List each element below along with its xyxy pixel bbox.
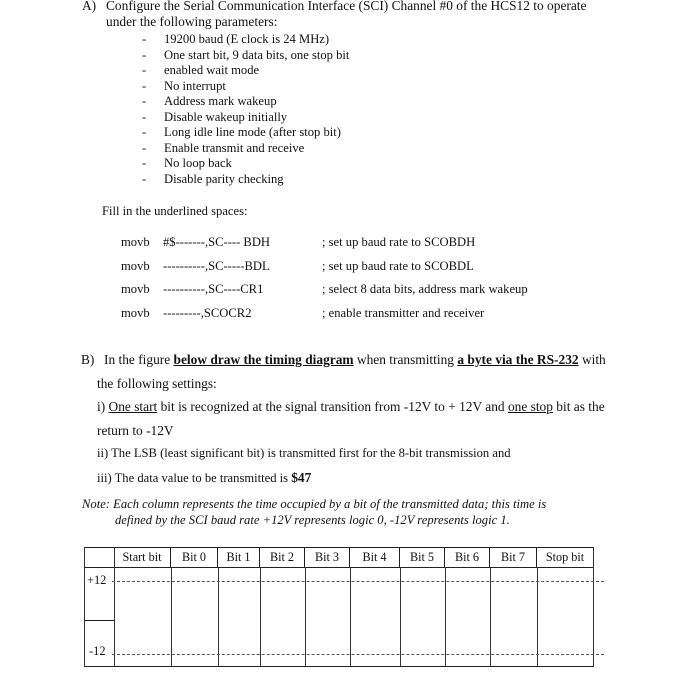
part-b-text: when transmitting (353, 352, 458, 367)
column-divider (350, 567, 351, 667)
plus-12v-label: +12 (87, 573, 107, 587)
list-item: Disable wakeup initially (164, 109, 288, 124)
code-comment: ; select 8 data bits, address mark wakeup (322, 282, 528, 296)
setting-text: bit is recognized at the signal transition from -12V to + 12V and (157, 399, 508, 414)
list-bullet: - (142, 140, 147, 155)
part-a-intro-line1: Configure the Serial Communication Interface (SCI) Channel #0 of the HCS12 to operate (106, 0, 587, 13)
header-bit-0: Bit 0 (171, 547, 218, 567)
column-divider (490, 567, 491, 667)
code-operand[interactable]: ---------,SCOCR2 (163, 305, 252, 320)
list-item: Disable parity checking (164, 171, 284, 186)
fill-prompt: Fill in the underlined spaces: (102, 204, 248, 218)
code-operand[interactable]: ----------,SC----CR1 (163, 282, 264, 296)
setting-i (97, 399, 605, 415)
table-right-border (593, 547, 594, 667)
minus-12v-level-line (112, 654, 604, 655)
column-divider (260, 567, 261, 667)
part-a-label: A) (82, 0, 97, 13)
code-instr: movb (121, 235, 150, 249)
part-b-line2: the following settings: (97, 375, 217, 391)
part-b-emphasis: a byte via the RS-232 (457, 352, 579, 367)
list-bullet: - (142, 32, 147, 46)
setting-ii: ii) The LSB (least significant bit) is transmitted first for the 8-bit transmission and (97, 446, 511, 460)
list-bullet: - (142, 156, 147, 170)
list-bullet: - (142, 78, 147, 93)
header-bit-7: Bit 7 (490, 547, 537, 567)
part-b-line1 (104, 352, 606, 368)
table-bottom-border (84, 666, 594, 667)
code-instr: movb (121, 258, 150, 273)
header-bit-2: Bit 2 (260, 547, 305, 567)
table-header-row (114, 547, 594, 567)
column-divider (305, 567, 306, 667)
header-bit-1: Bit 1 (218, 547, 260, 567)
setting-text: i) (97, 399, 109, 414)
list-item: 19200 baud (E clock is 24 MHz) (164, 32, 330, 46)
list-bullet: - (142, 94, 147, 108)
minus-12v-label: -12 (89, 644, 106, 658)
list-item: One start bit, 9 data bits, one stop bit (164, 47, 350, 62)
part-b-text: In the figure (104, 352, 174, 367)
setting-emphasis: one stop (507, 399, 553, 414)
list-bullet: - (142, 171, 147, 186)
list-item: No loop back (164, 156, 232, 170)
header-bit-5: Bit 5 (400, 547, 445, 567)
header-bit-3: Bit 3 (305, 547, 350, 567)
column-divider (445, 567, 446, 667)
column-divider (171, 567, 172, 667)
header-stop-bit: Stop bit (537, 547, 594, 567)
setting-text: iii) The data value to be transmitted is (97, 470, 292, 485)
list-item: Enable transmit and receive (164, 140, 305, 155)
setting-text: bit as the (552, 399, 605, 414)
list-item: enabled wait mode (164, 63, 260, 77)
code-comment: ; enable transmitter and receiver (322, 305, 485, 320)
code-instr: movb (121, 305, 150, 320)
code-comment: ; set up baud rate to SCOBDL (322, 258, 474, 273)
header-bit-6: Bit 6 (445, 547, 490, 567)
setting-emphasis: One start (108, 399, 158, 414)
plus-12v-level-line (112, 581, 604, 582)
table-mid-border (84, 620, 114, 621)
setting-iii (97, 470, 311, 486)
code-comment: ; set up baud rate to SCOBDH (322, 235, 476, 249)
part-b-label: B) (81, 352, 95, 367)
header-bit-4: Bit 4 (350, 547, 400, 567)
list-item: No interrupt (164, 78, 226, 93)
table-header-border (84, 567, 594, 568)
code-instr: movb (121, 282, 150, 296)
part-b-text: with (578, 352, 606, 367)
column-divider (400, 567, 401, 667)
header-start-bit: Start bit (114, 547, 171, 567)
column-divider (537, 567, 538, 667)
list-bullet: - (142, 109, 147, 124)
list-item: Long idle line mode (after stop bit) (164, 125, 341, 139)
part-b-emphasis: below draw the timing diagram (173, 352, 354, 367)
note-line2: defined by the SCI baud rate +12V represents logic 0, -12V represents logic 1. (115, 513, 510, 527)
note-line1: Note: Each column represents the time occupied by a bit of the transmitted data; this time is (82, 497, 547, 511)
part-a-intro-line2: under the following parameters: (106, 14, 278, 29)
column-divider (218, 567, 219, 667)
table-left-border (84, 547, 85, 667)
list-bullet: - (142, 63, 147, 77)
timing-diagram-table (84, 547, 594, 667)
list-bullet: - (142, 47, 147, 62)
list-bullet: - (142, 125, 147, 139)
setting-i-line2: return to -12V (97, 422, 174, 438)
list-item: Address mark wakeup (164, 94, 277, 108)
code-operand[interactable]: ----------,SC-----BDL (163, 258, 270, 273)
code-operand[interactable]: #$-------,SC---- BDH (163, 235, 271, 249)
data-value: $47 (291, 469, 312, 485)
